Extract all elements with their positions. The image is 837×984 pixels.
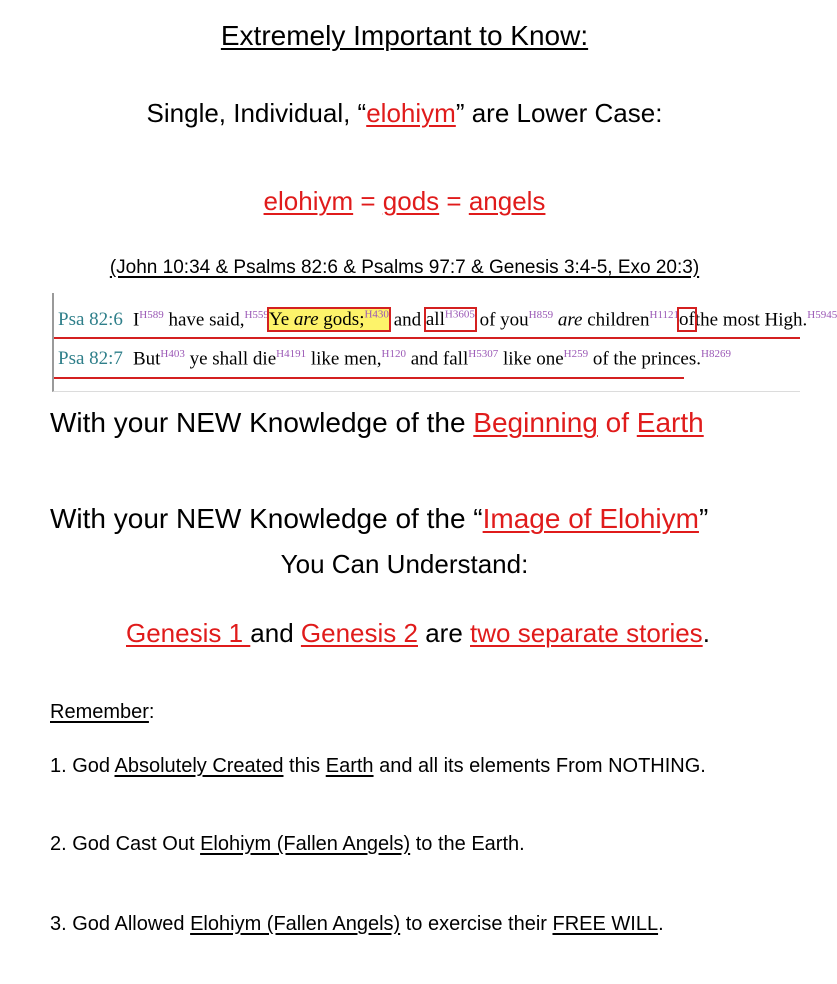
you-can-understand xyxy=(0,549,809,580)
item-underlined: Elohiym (Fallen Angels) xyxy=(200,833,411,855)
scripture-references xyxy=(0,257,809,279)
genesis-line xyxy=(126,618,710,649)
strongs-number: H5307 xyxy=(468,348,499,360)
item-text: to exercise their xyxy=(400,913,553,935)
understand-text: You Can Understand: xyxy=(280,549,529,579)
verse-row-82-7 xyxy=(54,348,731,378)
earth-link-text: Earth xyxy=(636,407,704,438)
ye-are-gods-highlight xyxy=(269,309,389,330)
knowledge-image-line xyxy=(50,503,708,535)
equation-angels: angels xyxy=(468,186,546,216)
verse-ref: Psa 82:6 xyxy=(58,309,123,331)
verse-word: Ye xyxy=(268,309,294,331)
references-text: (John 10:34 & Psalms 82:6 & Psalms 97:7 & Genesis 3:4-5, Exo 20:3) xyxy=(109,257,700,278)
equation-eq1: = xyxy=(353,186,383,216)
equation-line xyxy=(0,186,809,217)
item-text: . xyxy=(658,913,664,935)
strongs-number: H559 xyxy=(244,309,269,321)
item-text: this xyxy=(283,755,326,777)
strongs-number: H120 xyxy=(381,348,406,360)
of-box: of xyxy=(679,309,695,331)
verse-word: I xyxy=(132,309,140,331)
remember-heading xyxy=(50,701,154,724)
strongs-number: H1121 xyxy=(649,309,680,321)
verse-word: like men, xyxy=(306,348,382,370)
equation-eq2: = xyxy=(439,186,469,216)
knowledge-beginning-line xyxy=(50,407,704,439)
item-underlined: Absolutely Created xyxy=(114,755,284,777)
red-underline-1 xyxy=(54,337,800,339)
knowledge2-suffix: ” xyxy=(698,503,709,534)
item-underlined: Earth xyxy=(325,755,374,777)
all-box xyxy=(426,309,475,330)
equation-elohiym: elohiym xyxy=(263,186,354,216)
red-underline-2 xyxy=(54,377,684,379)
list-item xyxy=(50,913,664,936)
verse-word: all xyxy=(425,309,445,331)
verse-word: ye shall die xyxy=(184,348,277,370)
verse-word: of the princes. xyxy=(588,348,701,370)
verse-word: like one xyxy=(498,348,564,370)
item-text: 2. God Cast Out xyxy=(50,833,201,855)
strongs-number: H589 xyxy=(139,309,164,321)
single-prefix: Single, Individual, “ xyxy=(146,98,367,128)
verse-word: But xyxy=(132,348,161,370)
beginning-link-text: Beginning xyxy=(473,407,598,438)
item-underlined: Elohiym (Fallen Angels) xyxy=(190,913,401,935)
verse-word: the most High. xyxy=(694,309,808,331)
strongs-number: H8269 xyxy=(701,348,731,360)
verse-word: are xyxy=(557,309,583,331)
knowledge1-prefix: With your NEW Knowledge of the xyxy=(50,407,474,438)
item-text: and all its elements From NOTHING. xyxy=(373,755,706,777)
strongs-number: H403 xyxy=(160,348,185,360)
item-underlined: FREE WILL xyxy=(552,913,659,935)
remember-colon: : xyxy=(148,701,155,723)
strongs-number: H859 xyxy=(528,309,554,321)
verse-word: gods; xyxy=(318,309,365,331)
remember-label: Remember xyxy=(50,701,149,723)
genesis-are: are xyxy=(417,618,471,648)
page-title xyxy=(0,20,809,52)
strongs-number: H5945 xyxy=(807,309,837,321)
genesis-1-text: Genesis 1 xyxy=(126,618,251,648)
item-text: to the Earth. xyxy=(410,833,525,855)
image-of-elohiym-text: Image of Elohiym xyxy=(482,503,699,534)
two-stories-text: two separate stories xyxy=(470,618,703,648)
strongs-number: H3605 xyxy=(444,309,475,321)
list-item xyxy=(50,833,525,856)
item-text: 1. God xyxy=(50,755,115,777)
strongs-number: H4191 xyxy=(276,348,307,360)
strongs-number: H259 xyxy=(563,348,589,360)
verse-word: are xyxy=(293,309,319,331)
equation-gods: gods xyxy=(382,186,440,216)
single-suffix: ” are Lower Case: xyxy=(455,98,663,128)
verse-word: of you xyxy=(474,309,529,331)
genesis-period: . xyxy=(702,618,710,648)
verse-word: and fall xyxy=(405,348,469,370)
knowledge1-of: of xyxy=(597,407,637,438)
verse-word: children xyxy=(582,309,650,331)
knowledge2-prefix: With your NEW Knowledge of the “ xyxy=(50,503,483,534)
title-text: Extremely Important to Know: xyxy=(220,20,589,51)
list-item xyxy=(50,755,706,778)
verse-word: have said, xyxy=(163,309,245,331)
genesis-and: and xyxy=(250,618,301,648)
item-text: 3. God Allowed xyxy=(50,913,191,935)
verse-word: and xyxy=(388,309,426,331)
bible-verse-snippet xyxy=(52,293,837,392)
elohiym-word: elohiym xyxy=(366,98,456,128)
verse-row-82-6 xyxy=(54,309,837,339)
verse-ref: Psa 82:7 xyxy=(58,348,123,370)
genesis-2-text: Genesis 2 xyxy=(300,618,418,648)
single-individual-line xyxy=(0,98,809,129)
strongs-number: H430 xyxy=(364,309,389,321)
